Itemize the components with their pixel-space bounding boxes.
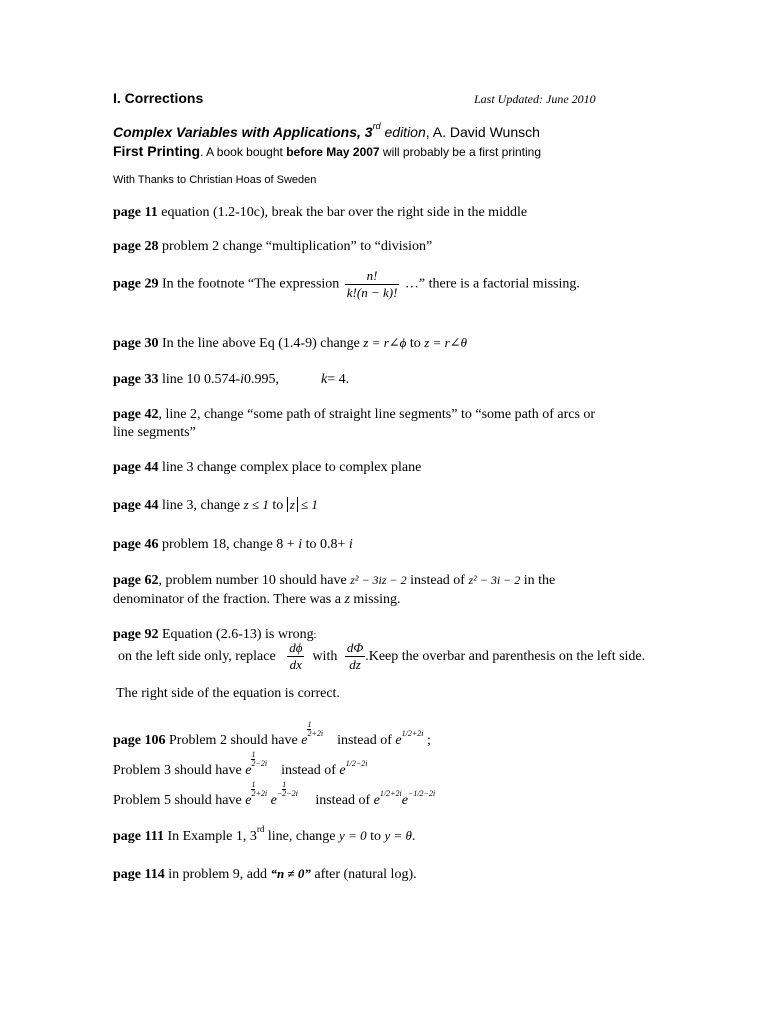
- correction-text: line, change: [264, 829, 340, 844]
- book-author: , A. David Wunsch: [425, 124, 540, 140]
- correction-page-28: [113, 239, 432, 255]
- thanks-line: With Thanks to Christian Hoas of Sweden: [113, 174, 317, 186]
- fraction-denominator: k!(n − k)!: [346, 285, 398, 300]
- fraction-denominator: 2: [251, 759, 256, 768]
- correction-text: equation (1.2-10c), break the bar over the right side in the middle: [157, 205, 528, 220]
- correction-page-30: [113, 335, 467, 352]
- correction-text: missing.: [349, 592, 401, 607]
- correction-text: …” there is a factorial missing.: [401, 276, 580, 292]
- page-ref: page 92: [113, 627, 159, 642]
- page-ref: page 111: [113, 829, 164, 844]
- variable-z: z: [344, 592, 350, 607]
- correction-text: Problem 2 should have: [165, 733, 302, 748]
- page-ref: page 62: [113, 573, 159, 588]
- correction-page-42-line2: line segments”: [113, 425, 196, 440]
- correction-text: after (natural log).: [310, 867, 417, 882]
- correction-page-106-problem3: [113, 750, 368, 780]
- correction-text: Problem 3 should have: [113, 763, 246, 778]
- correction-text: Equation (2.6-13) is wrong: [158, 627, 314, 642]
- last-updated: Last Updated: June 2010: [474, 92, 596, 106]
- exponent: +2i: [311, 729, 324, 738]
- correction-text: with: [312, 648, 338, 664]
- correction-text: on the left side only, replace: [118, 648, 276, 664]
- correction-page-62-line2: [113, 592, 400, 608]
- printing-note-a: . A book bought: [200, 145, 287, 159]
- correction-text: ;: [426, 733, 431, 748]
- factorial-fraction: [345, 268, 400, 301]
- correction-page-92-line3: The right side of the equation is correct.: [116, 686, 340, 701]
- fraction-denominator: 2: [251, 789, 256, 798]
- imag-unit: i: [240, 372, 245, 387]
- page-ref: page 33: [113, 372, 159, 387]
- printing-line: [113, 143, 541, 159]
- correction-text: denominator of the fraction. There was a: [113, 592, 345, 607]
- derivative-fraction-phi: [287, 640, 304, 673]
- correction-text: , line 2, change “some path of straight line segments” to “some path of arcs or: [158, 407, 596, 422]
- correction-text: .Keep the overbar and parenthesis on the left side.: [365, 648, 646, 664]
- section-title: I. Corrections: [113, 90, 204, 106]
- euler-e: e: [245, 763, 252, 778]
- correction-page-114: [113, 866, 417, 883]
- exponent: 1/2+2i: [379, 789, 402, 798]
- exponent: −2i: [286, 789, 298, 798]
- correction-text: problem 18, change 8 +: [158, 537, 299, 552]
- correction-text: instead of: [337, 733, 396, 748]
- derivative-fraction-Phi: [345, 640, 365, 673]
- correction-page-62: [113, 573, 555, 589]
- correction-text: In the line above Eq (1.4-9) change: [158, 336, 364, 351]
- correction-text: Problem 5 should have: [113, 793, 246, 808]
- fraction-numerator: 1: [251, 780, 256, 789]
- math-expression: z² − 3iz − 2: [350, 573, 407, 587]
- exponent: 1/2+2i: [401, 729, 424, 738]
- correction-text: .: [411, 829, 416, 844]
- correction-text: in the: [520, 573, 556, 588]
- printing-note-b: will probably be a first printing: [379, 145, 542, 159]
- book-title: Complex Variables with Applications, 3: [113, 124, 373, 140]
- page-ref: page 29: [113, 276, 159, 292]
- correction-text: 0.995,: [244, 372, 280, 387]
- correction-text: problem 2 change “multiplication” to “division”: [158, 239, 433, 254]
- euler-e: e: [339, 763, 346, 778]
- correction-page-44-a: [113, 460, 421, 476]
- correction-text: to: [366, 829, 385, 844]
- euler-e: e: [245, 793, 252, 808]
- page-ref: page 44: [113, 460, 159, 475]
- page-ref: page 44: [113, 498, 159, 513]
- correction-page-106: [113, 720, 431, 750]
- euler-e: e: [301, 733, 308, 748]
- correction-page-46: [113, 537, 353, 553]
- edition-superscript: rd: [372, 121, 381, 131]
- exponent: −2i: [255, 759, 268, 768]
- exponent-sign: −: [276, 789, 283, 798]
- correction-text: in problem 9, add: [164, 867, 271, 882]
- math-expression: z = r∠θ: [424, 335, 467, 350]
- variable-k: k: [321, 372, 328, 387]
- correction-text: , problem number 10 should have: [158, 573, 351, 588]
- math-expression: y = 0: [339, 828, 367, 843]
- page-ref: page 46: [113, 537, 159, 552]
- math-expression: y = θ: [384, 828, 412, 843]
- correction-page-42: [113, 407, 595, 423]
- exponent: −1/2−2i: [407, 789, 436, 798]
- fraction-numerator: 1: [251, 750, 256, 759]
- math-expression: ≤ 1: [297, 497, 318, 512]
- correction-text: In the footnote “The expression: [158, 276, 343, 292]
- imag-unit: i: [298, 537, 303, 552]
- correction-text: line 10 0.574-: [158, 372, 241, 387]
- correction-page-106-problem5: [113, 780, 436, 810]
- correction-text: In Example 1, 3: [163, 829, 257, 844]
- correction-page-92-line2: [118, 640, 645, 673]
- math-expression: z = r∠ϕ: [363, 335, 407, 350]
- euler-e: e: [373, 793, 380, 808]
- correction-page-11: [113, 205, 527, 221]
- correction-text: to: [268, 498, 287, 513]
- correction-page-33: [113, 372, 349, 388]
- euler-e: e: [401, 793, 408, 808]
- correction-text: line 3 change complex place to complex plane: [158, 460, 422, 475]
- math-expression: “n ≠ 0”: [270, 866, 311, 881]
- fraction-numerator: 1: [307, 720, 312, 729]
- correction-text: instead of: [315, 793, 374, 808]
- abs-value-z: z: [287, 497, 298, 512]
- correction-text: :: [313, 630, 317, 641]
- ordinal-superscript: rd: [256, 824, 265, 834]
- fraction-numerator: dΦ: [346, 640, 364, 655]
- first-printing-label: First Printing: [113, 143, 201, 159]
- page-ref: page 28: [113, 239, 159, 254]
- correction-page-29: [113, 268, 580, 301]
- exponent: 1/2−2i: [345, 759, 368, 768]
- correction-text: to: [406, 336, 425, 351]
- fraction-denominator: 2: [282, 789, 287, 798]
- correction-page-111: [113, 824, 416, 845]
- correction-text: instead of: [281, 763, 340, 778]
- fraction-numerator: dϕ: [289, 640, 303, 655]
- edition-word: edition: [380, 124, 426, 140]
- fraction-denominator: dz: [345, 656, 365, 673]
- fraction-denominator: dx: [287, 656, 304, 673]
- math-expression: z² − 3i − 2: [468, 573, 521, 587]
- imag-unit: i: [348, 537, 353, 552]
- fraction-numerator: n!: [366, 268, 378, 283]
- page-ref: page 30: [113, 336, 159, 351]
- correction-text: instead of: [406, 573, 469, 588]
- euler-e: e: [270, 793, 277, 808]
- exponent: +2i: [255, 789, 268, 798]
- correction-page-44-b: [113, 497, 318, 514]
- page-ref: page 42: [113, 407, 159, 422]
- euler-e: e: [395, 733, 402, 748]
- page-ref: page 106: [113, 733, 166, 748]
- printing-note-bold: before May 2007: [286, 145, 380, 159]
- fraction-denominator: 2: [307, 729, 312, 738]
- correction-text: line 3, change: [158, 498, 244, 513]
- math-expression: z ≤ 1: [243, 497, 269, 512]
- page-ref: page 11: [113, 205, 158, 220]
- page-ref: page 114: [113, 867, 165, 882]
- correction-text: = 4.: [327, 372, 350, 387]
- book-title-line: [113, 121, 540, 140]
- fraction-numerator: 1: [282, 780, 287, 789]
- correction-text: to 0.8+: [302, 537, 349, 552]
